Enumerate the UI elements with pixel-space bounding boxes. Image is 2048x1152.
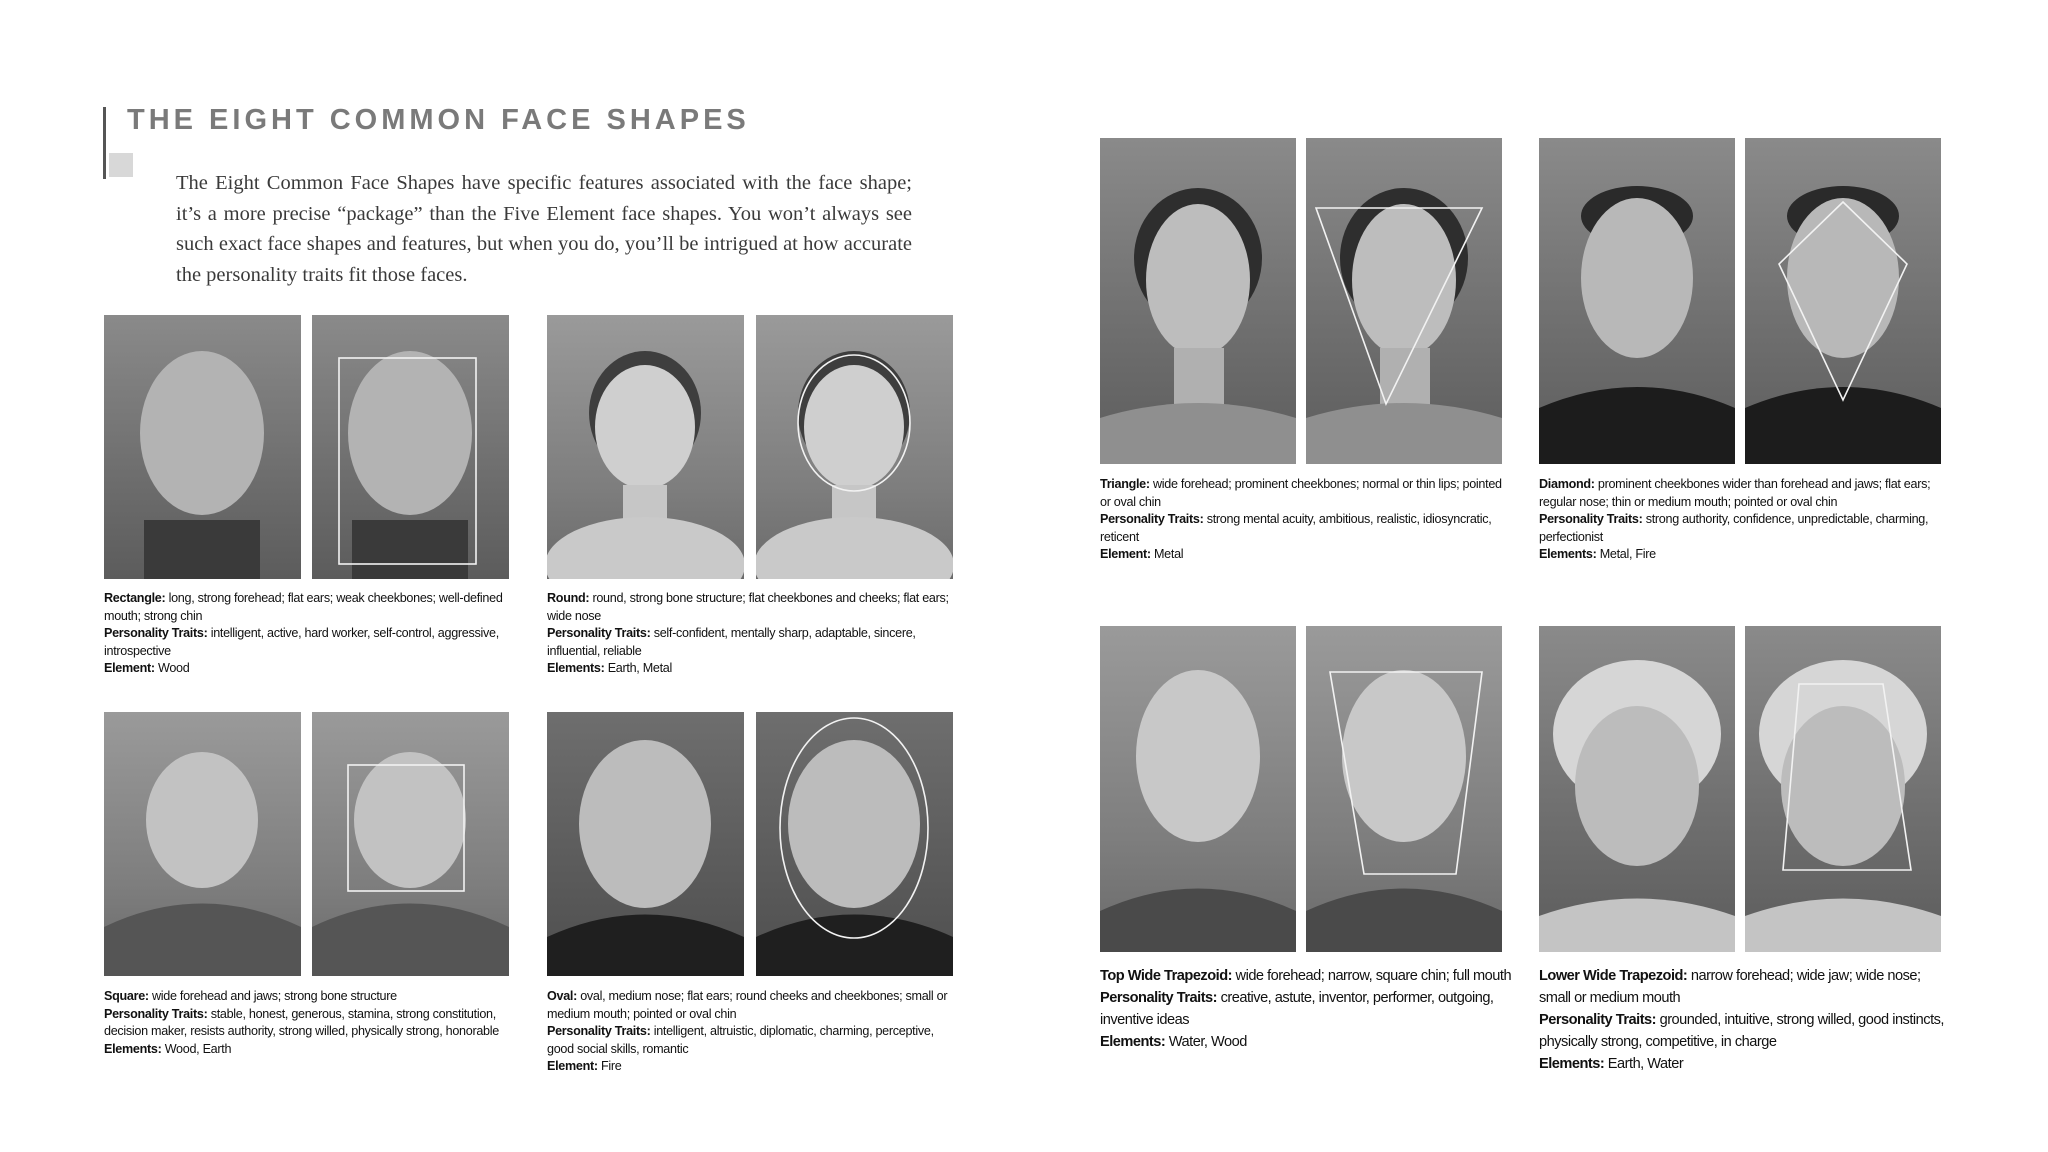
element-text: Earth, Water [1604, 1056, 1684, 1072]
shape-name: Round: [547, 591, 590, 605]
shape-features: long, strong forehead; flat ears; weak cheekbones; well-defined mouth; strong chin [104, 591, 503, 623]
caption-triangle [1100, 476, 1510, 564]
caption-top-wide-trapezoid [1100, 965, 1515, 1053]
element-label: Elements: [104, 1041, 162, 1056]
traits-label: Personality Traits: [1539, 512, 1643, 527]
traits-text: stable, honest, generous, stamina, strong constitution, decision maker, resists authority, strong willed, physically strong, honorable [104, 1006, 499, 1039]
diamond-face-photo-overlay [1745, 138, 1941, 464]
traits-label: Personality Traits: [104, 1006, 208, 1021]
lower-wide-trapezoid-face-photo [1539, 626, 1735, 952]
shape-features: round, strong bone structure; flat cheekbones and cheeks; flat ears; wide nose [547, 591, 949, 623]
element-label: Elements: [1539, 1056, 1605, 1072]
element-text: Water, Wood [1165, 1034, 1247, 1050]
caption-square [104, 988, 514, 1058]
lower-wide-trapezoid-face-photo-overlay [1745, 626, 1941, 952]
shape-features: wide forehead and jaws; strong bone structure [148, 989, 397, 1003]
element-label: Element: [104, 661, 155, 676]
caption-lower-wide-trapezoid [1539, 965, 1954, 1075]
title-accent-square [109, 153, 133, 177]
triangle-face-photo-overlay [1306, 138, 1502, 464]
traits-label: Personality Traits: [1100, 512, 1204, 527]
diamond-face-photo [1539, 138, 1735, 464]
element-text: Wood [154, 661, 190, 676]
shape-name: Square: [104, 989, 149, 1003]
traits-label: Personality Traits: [1539, 1012, 1657, 1028]
shape-features: narrow forehead; wide jaw; wide nose; small or medium mouth [1539, 968, 1921, 1006]
shape-name: Rectangle: [104, 591, 166, 605]
shape-name: Triangle: [1100, 477, 1150, 491]
caption-rectangle [104, 590, 514, 678]
caption-round [547, 590, 957, 678]
shape-features: wide forehead; prominent cheekbones; normal or thin lips; pointed or oval chin [1100, 477, 1502, 509]
oval-face-photo-overlay [756, 712, 953, 976]
shape-name: Top Wide Trapezoid: [1100, 968, 1232, 984]
traits-text: intelligent, active, hard worker, self-control, aggressive, introspective [104, 626, 499, 658]
rectangle-face-photo-overlay [312, 315, 509, 579]
shape-features: oval, medium nose; flat ears; round cheeks and cheekbones; small or medium mouth; pointed or oval chin [547, 989, 948, 1021]
traits-label: Personality Traits: [104, 626, 208, 641]
element-label: Elements: [547, 661, 605, 676]
shape-features: prominent cheekbones wider than forehead and jaws; flat ears; regular nose; thin or medium mouth; pointed or oval chin [1539, 477, 1931, 509]
traits-text: grounded, intuitive, strong willed, good instincts, physically strong, competitive, in charge [1539, 1012, 1944, 1050]
element-text: Metal [1150, 547, 1184, 562]
element-text: Earth, Metal [604, 661, 672, 676]
triangle-face-photo [1100, 138, 1296, 464]
element-text: Metal, Fire [1596, 547, 1656, 562]
element-label: Element: [1100, 547, 1151, 562]
element-label: Elements: [1539, 547, 1597, 562]
page-title: THE EIGHT COMMON FACE SHAPES [127, 104, 750, 136]
shape-features: wide forehead; narrow, square chin; full mouth [1231, 968, 1512, 984]
oval-face-photo [547, 712, 744, 976]
caption-diamond [1539, 476, 1949, 564]
square-face-photo [104, 712, 301, 976]
element-text: Fire [597, 1059, 622, 1074]
shape-name: Lower Wide Trapezoid: [1539, 968, 1688, 984]
shape-name: Oval: [547, 989, 577, 1003]
traits-text: strong mental acuity, ambitious, realistic, idiosyncratic, reticent [1100, 512, 1492, 544]
title-rule [103, 107, 106, 179]
round-face-photo [547, 315, 744, 579]
shape-name: Diamond: [1539, 477, 1595, 491]
traits-text: self-confident, mentally sharp, adaptable, sincere, influential, reliable [547, 626, 916, 658]
traits-text: strong authority, confidence, unpredictable, charming, perfectionist [1539, 512, 1929, 544]
square-face-photo-overlay [312, 712, 509, 976]
element-label: Elements: [1100, 1034, 1166, 1050]
traits-text: creative, astute, inventor, performer, outgoing, inventive ideas [1100, 990, 1494, 1028]
element-text: Wood, Earth [161, 1041, 232, 1056]
traits-label: Personality Traits: [1100, 990, 1218, 1006]
caption-oval [547, 988, 957, 1076]
rectangle-face-photo [104, 315, 301, 579]
round-face-photo-overlay [756, 315, 953, 579]
top-wide-trapezoid-face-photo-overlay [1306, 626, 1502, 952]
traits-text: intelligent, altruistic, diplomatic, charming, perceptive, good social skills, romantic [547, 1024, 934, 1056]
traits-label: Personality Traits: [547, 626, 651, 641]
element-label: Element: [547, 1059, 598, 1074]
traits-label: Personality Traits: [547, 1024, 651, 1039]
intro-paragraph: The Eight Common Face Shapes have specific features associated with the face shape; it’s a more precise “package” than the Five Element face shapes. You won’t always see such exact face shapes and features, but when you do, you’ll be intrigued at how accurate the personality traits fit those faces. [176, 172, 912, 286]
top-wide-trapezoid-face-photo [1100, 626, 1296, 952]
